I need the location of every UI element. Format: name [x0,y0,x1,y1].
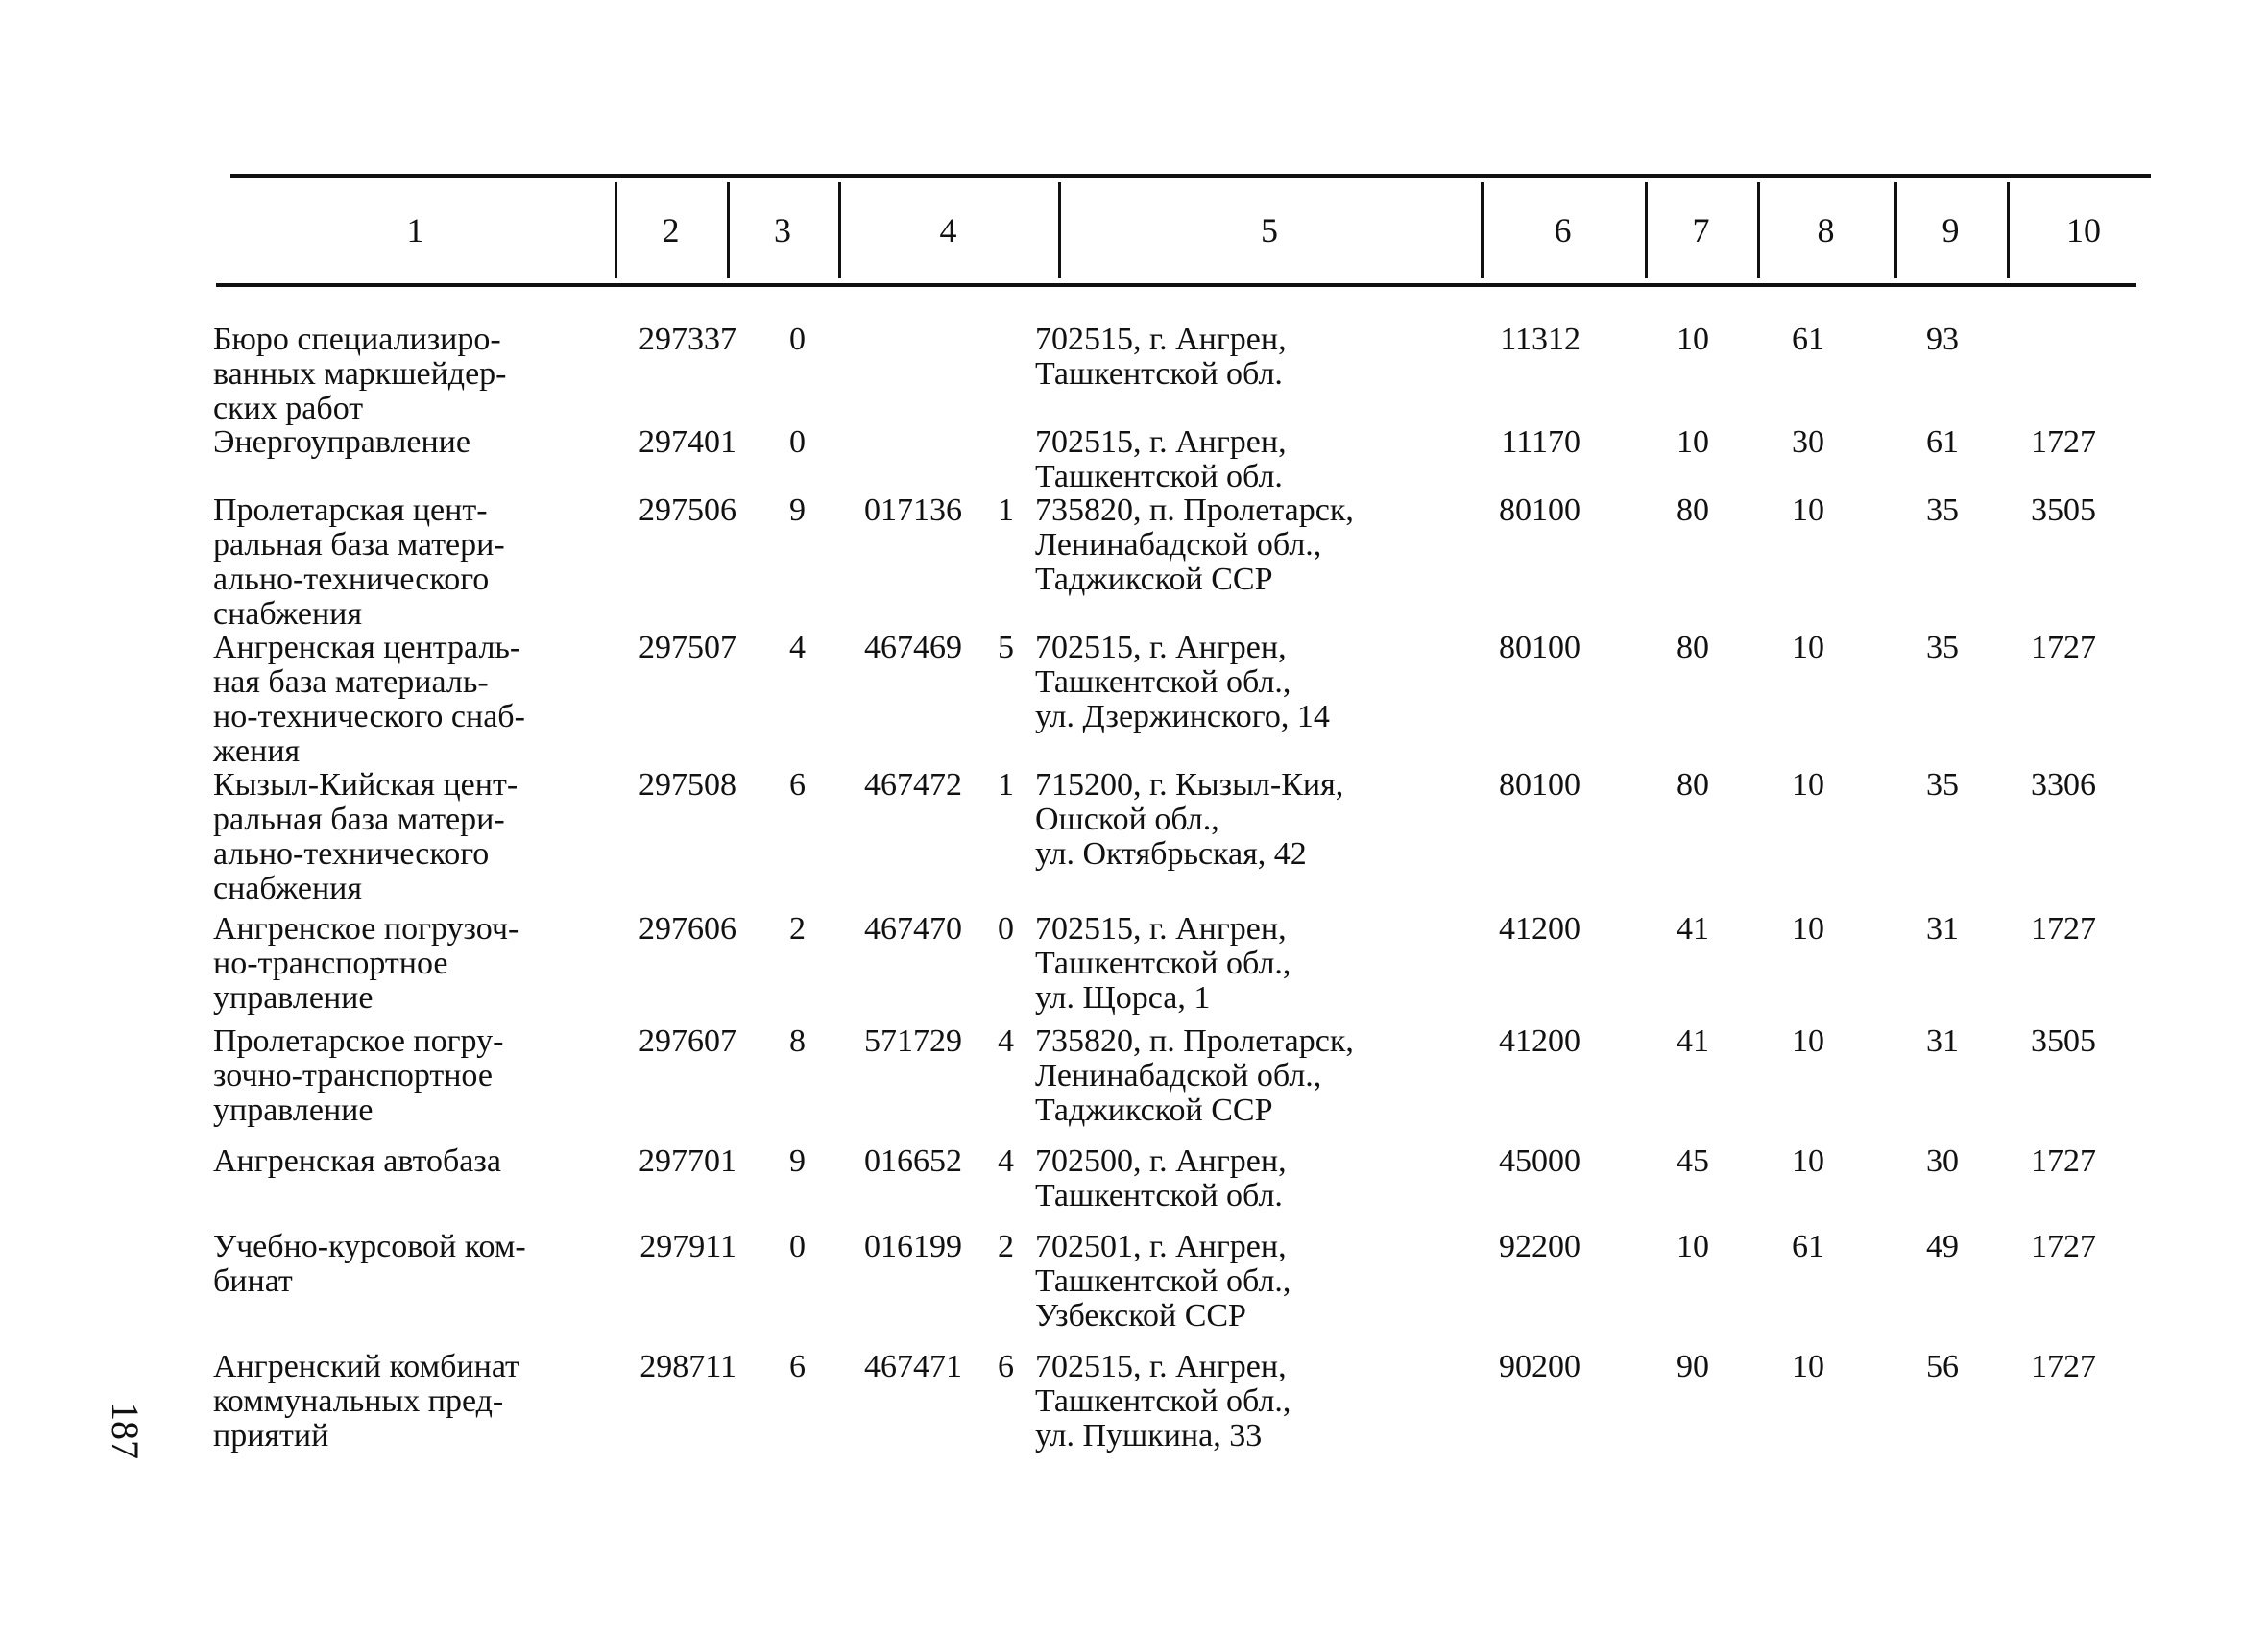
cell-c7: 41 [1677,911,1709,947]
cell-c4b: 1 [998,492,1014,528]
cell-c9: 35 [1926,630,1959,665]
cell-c5: 702515, г. Ангрен, Ташкентской обл., ул. Дзержинского, 14 [1035,630,1330,734]
cell-c10: 1727 [2031,911,2096,947]
cell-c8: 10 [1792,1349,1824,1384]
cell-c8: 10 [1792,767,1824,803]
column-header-8: 8 [1817,211,1835,250]
cell-c6: 80100 [1499,492,1580,528]
cell-c6: 92200 [1499,1229,1580,1264]
cell-c4b: 0 [998,911,1014,947]
cell-c7: 80 [1677,630,1709,665]
cell-c9: 31 [1926,911,1959,947]
cell-c2: 297606 [639,911,736,947]
cell-c6: 41200 [1499,1023,1580,1059]
cell-c2: 297506 [639,492,736,528]
cell-c10: 3505 [2031,1023,2096,1059]
cell-c9: 30 [1926,1143,1959,1179]
cell-c8: 61 [1792,1229,1824,1264]
cell-c3: 6 [789,1349,806,1384]
cell-c4: 467471 [864,1349,962,1384]
cell-c10: 1727 [2031,1143,2096,1179]
cell-c4: 571729 [864,1023,962,1059]
cell-c7: 10 [1677,1229,1709,1264]
cell-c3: 9 [789,492,806,528]
cell-c4b: 6 [998,1349,1014,1384]
column-header-2: 2 [662,211,680,250]
cell-c4: 467469 [864,630,962,665]
cell-c4: 017136 [864,492,962,528]
column-header-4: 4 [939,211,957,250]
cell-c4: 467472 [864,767,962,803]
cell-c7: 80 [1677,492,1709,528]
organization-name: Пролетарское погру- зочно-транспортное управление [213,1023,504,1128]
cell-c2: 297401 [639,424,736,460]
cell-c9: 35 [1926,492,1959,528]
cell-c2: 297507 [639,630,736,665]
cell-c3: 2 [789,911,806,947]
cell-c7: 80 [1677,767,1709,803]
cell-c2: 297911 [639,1229,736,1264]
cell-c6: 80100 [1499,767,1580,803]
cell-c10: 3505 [2031,492,2096,528]
column-header-1: 1 [406,211,424,250]
cell-c3: 0 [789,322,806,357]
cell-c6: 80100 [1499,630,1580,665]
cell-c5: 702515, г. Ангрен, Ташкентской обл., ул. Пушкина, 33 [1035,1349,1291,1453]
cell-c10: 1727 [2031,630,2096,665]
cell-c6: 41200 [1499,911,1580,947]
organization-name: Ангренское погрузоч- но-транспортное управление [213,911,519,1016]
cell-c4: 016199 [864,1229,962,1264]
cell-c8: 10 [1792,630,1824,665]
organization-name: Ангренский комбинат коммунальных пред- приятий [213,1349,519,1453]
column-header-9: 9 [1942,211,1960,250]
cell-c3: 0 [789,424,806,460]
cell-c8: 10 [1792,1023,1824,1059]
cell-c7: 10 [1677,424,1709,460]
cell-c8: 10 [1792,1143,1824,1179]
cell-c7: 10 [1677,322,1709,357]
cell-c4b: 1 [998,767,1014,803]
organization-name: Пролетарская цент- ральная база матери- ально-технического снабжения [213,492,505,632]
cell-c2: 297607 [639,1023,736,1059]
cell-c3: 8 [789,1023,806,1059]
organization-name: Ангренская централь- ная база материаль- но-технического снаб- жения [213,630,525,769]
cell-c9: 35 [1926,767,1959,803]
cell-c7: 90 [1677,1349,1709,1384]
cell-c5: 715200, г. Кызыл-Кия, Ошской обл., ул. Октябрьская, 42 [1035,767,1344,872]
cell-c9: 49 [1926,1229,1959,1264]
table-top-rule [230,174,2151,178]
column-header-3: 3 [774,211,791,250]
cell-c10: 1727 [2031,1229,2096,1264]
page-number: 187 [104,1402,147,1459]
column-header-7: 7 [1692,211,1710,250]
cell-c9: 56 [1926,1349,1959,1384]
cell-c5: 702515, г. Ангрен, Ташкентской обл. [1035,424,1287,494]
cell-c6: 90200 [1499,1349,1580,1384]
column-header-6: 6 [1554,211,1572,250]
cell-c4b: 4 [998,1143,1014,1179]
organization-name: Ангренская автобаза [213,1143,501,1179]
cell-c8: 61 [1792,322,1824,357]
cell-c8: 30 [1792,424,1824,460]
cell-c4: 016652 [864,1143,962,1179]
cell-c2: 298711 [639,1349,736,1384]
cell-c5: 735820, п. Пролетарск, Ленинабадской обл., Таджикской ССР [1035,1023,1354,1128]
organization-name: Энергоуправление [213,424,470,460]
cell-c6: 11312 [1500,322,1580,357]
column-header-10: 10 [2066,211,2101,250]
cell-c4b: 5 [998,630,1014,665]
cell-c2: 297337 [639,322,736,357]
cell-c4: 467470 [864,911,962,947]
cell-c10: 1727 [2031,1349,2096,1384]
cell-c10: 3306 [2031,767,2096,803]
cell-c5: 702501, г. Ангрен, Ташкентской обл., Узбекской ССР [1035,1229,1291,1333]
organization-name: Кызыл-Кийская цент- ральная база матери- ально-технического снабжения [213,767,519,906]
cell-c7: 45 [1677,1143,1709,1179]
cell-c3: 4 [789,630,806,665]
cell-c8: 10 [1792,492,1824,528]
cell-c6: 45000 [1499,1143,1580,1179]
organization-name: Учебно-курсовой ком- бинат [213,1229,526,1299]
cell-c7: 41 [1677,1023,1709,1059]
cell-c9: 61 [1926,424,1959,460]
cell-c5: 735820, п. Пролетарск, Ленинабадской обл., Таджикской ССР [1035,492,1354,597]
cell-c5: 702515, г. Ангрен, Ташкентской обл. [1035,322,1287,392]
cell-c3: 6 [789,767,806,803]
cell-c8: 10 [1792,911,1824,947]
cell-c3: 9 [789,1143,806,1179]
cell-c2: 297508 [639,767,736,803]
cell-c4b: 2 [998,1229,1014,1264]
cell-c10: 1727 [2031,424,2096,460]
organization-name: Бюро специализиро- ванных маркшейдер- ских работ [213,322,507,426]
cell-c3: 0 [789,1229,806,1264]
cell-c6: 11170 [1501,424,1580,460]
cell-c2: 297701 [639,1143,736,1179]
cell-c5: 702515, г. Ангрен, Ташкентской обл., ул. Щорса, 1 [1035,911,1291,1016]
cell-c4b: 4 [998,1023,1014,1059]
cell-c5: 702500, г. Ангрен, Ташкентской обл. [1035,1143,1287,1213]
table-header-rule [216,283,2136,287]
cell-c9: 31 [1926,1023,1959,1059]
cell-c9: 93 [1926,322,1959,357]
column-header-5: 5 [1261,211,1278,250]
